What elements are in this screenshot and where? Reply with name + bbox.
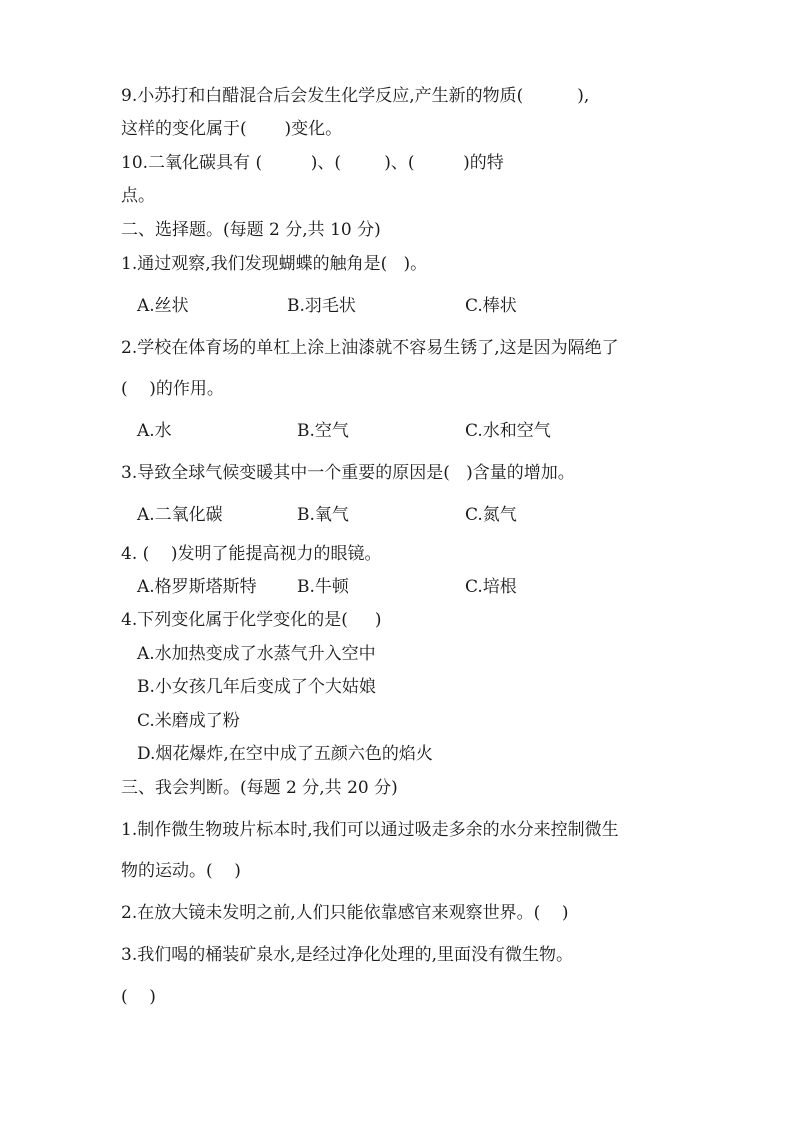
mc-q4-option-b: B.牛顿: [297, 577, 349, 597]
mc-q2-option-c: C.水和空气: [465, 421, 551, 441]
mc-q1: 1.通过观察,我们发现蝴蝶的触角是( )。: [121, 254, 428, 274]
mc-q2-option-b: B.空气: [297, 421, 349, 441]
mc-q3-option-a: A.二氧化碳: [137, 505, 223, 525]
mc-q5-option-c: C.米磨成了粉: [137, 711, 240, 731]
mc-q1-option-c: C.棒状: [465, 296, 517, 316]
mc-q4-option-a: A.格罗斯塔斯特: [137, 577, 257, 597]
mc-q5-option-a: A.水加热变成了水蒸气升入空中: [137, 644, 376, 664]
tf-q2: 2.在放大镜未发明之前,人们只能依靠感官来观察世界。( ): [121, 903, 569, 923]
mc-q5: 4.下列变化属于化学变化的是( ): [121, 610, 382, 630]
section-2-heading: 二、选择题。(每题 2 分,共 10 分): [121, 220, 381, 240]
q9-line1: 9.小苏打和白醋混合后会发生化学反应,产生新的物质( ),: [121, 86, 590, 106]
mc-q2-line1: 2.学校在体育场的单杠上涂上油漆就不容易生锈了,这是因为隔绝了: [121, 338, 619, 358]
mc-q4-option-c: C.培根: [465, 577, 517, 597]
q10-line2: 点。: [121, 186, 155, 206]
mc-q1-option-b: B.羽毛状: [287, 296, 356, 316]
mc-q3: 3.导致全球气候变暖其中一个重要的原因是( )含量的增加。: [121, 463, 575, 483]
tf-q3-line1: 3.我们喝的桶装矿泉水,是经过净化处理的,里面没有微生物。: [121, 945, 574, 965]
mc-q5-option-d: D.烟花爆炸,在空中成了五颜六色的焰火: [137, 744, 433, 764]
mc-q3-option-b: B.氧气: [297, 505, 349, 525]
tf-q1-line1: 1.制作微生物玻片标本时,我们可以通过吸走多余的水分来控制微生: [121, 820, 619, 840]
mc-q2-line2: ( )的作用。: [121, 379, 224, 399]
mc-q3-option-c: C.氮气: [465, 505, 517, 525]
section-3-heading: 三、我会判断。(每题 2 分,共 20 分): [121, 778, 398, 798]
q10-line1: 10.二氧化碳具有 ( )、( )、( )的特: [121, 153, 504, 173]
tf-q3-line2: ( ): [121, 987, 156, 1007]
mc-q4: 4. ( )发明了能提高视力的眼镜。: [121, 544, 382, 564]
mc-q5-option-b: B.小女孩几年后变成了个大姑娘: [137, 677, 376, 697]
mc-q2-option-a: A.水: [137, 421, 172, 441]
mc-q1-option-a: A.丝状: [137, 296, 189, 316]
tf-q1-line2: 物的运动。( ): [121, 861, 241, 881]
q9-line2: 这样的变化属于( )变化。: [121, 119, 343, 139]
